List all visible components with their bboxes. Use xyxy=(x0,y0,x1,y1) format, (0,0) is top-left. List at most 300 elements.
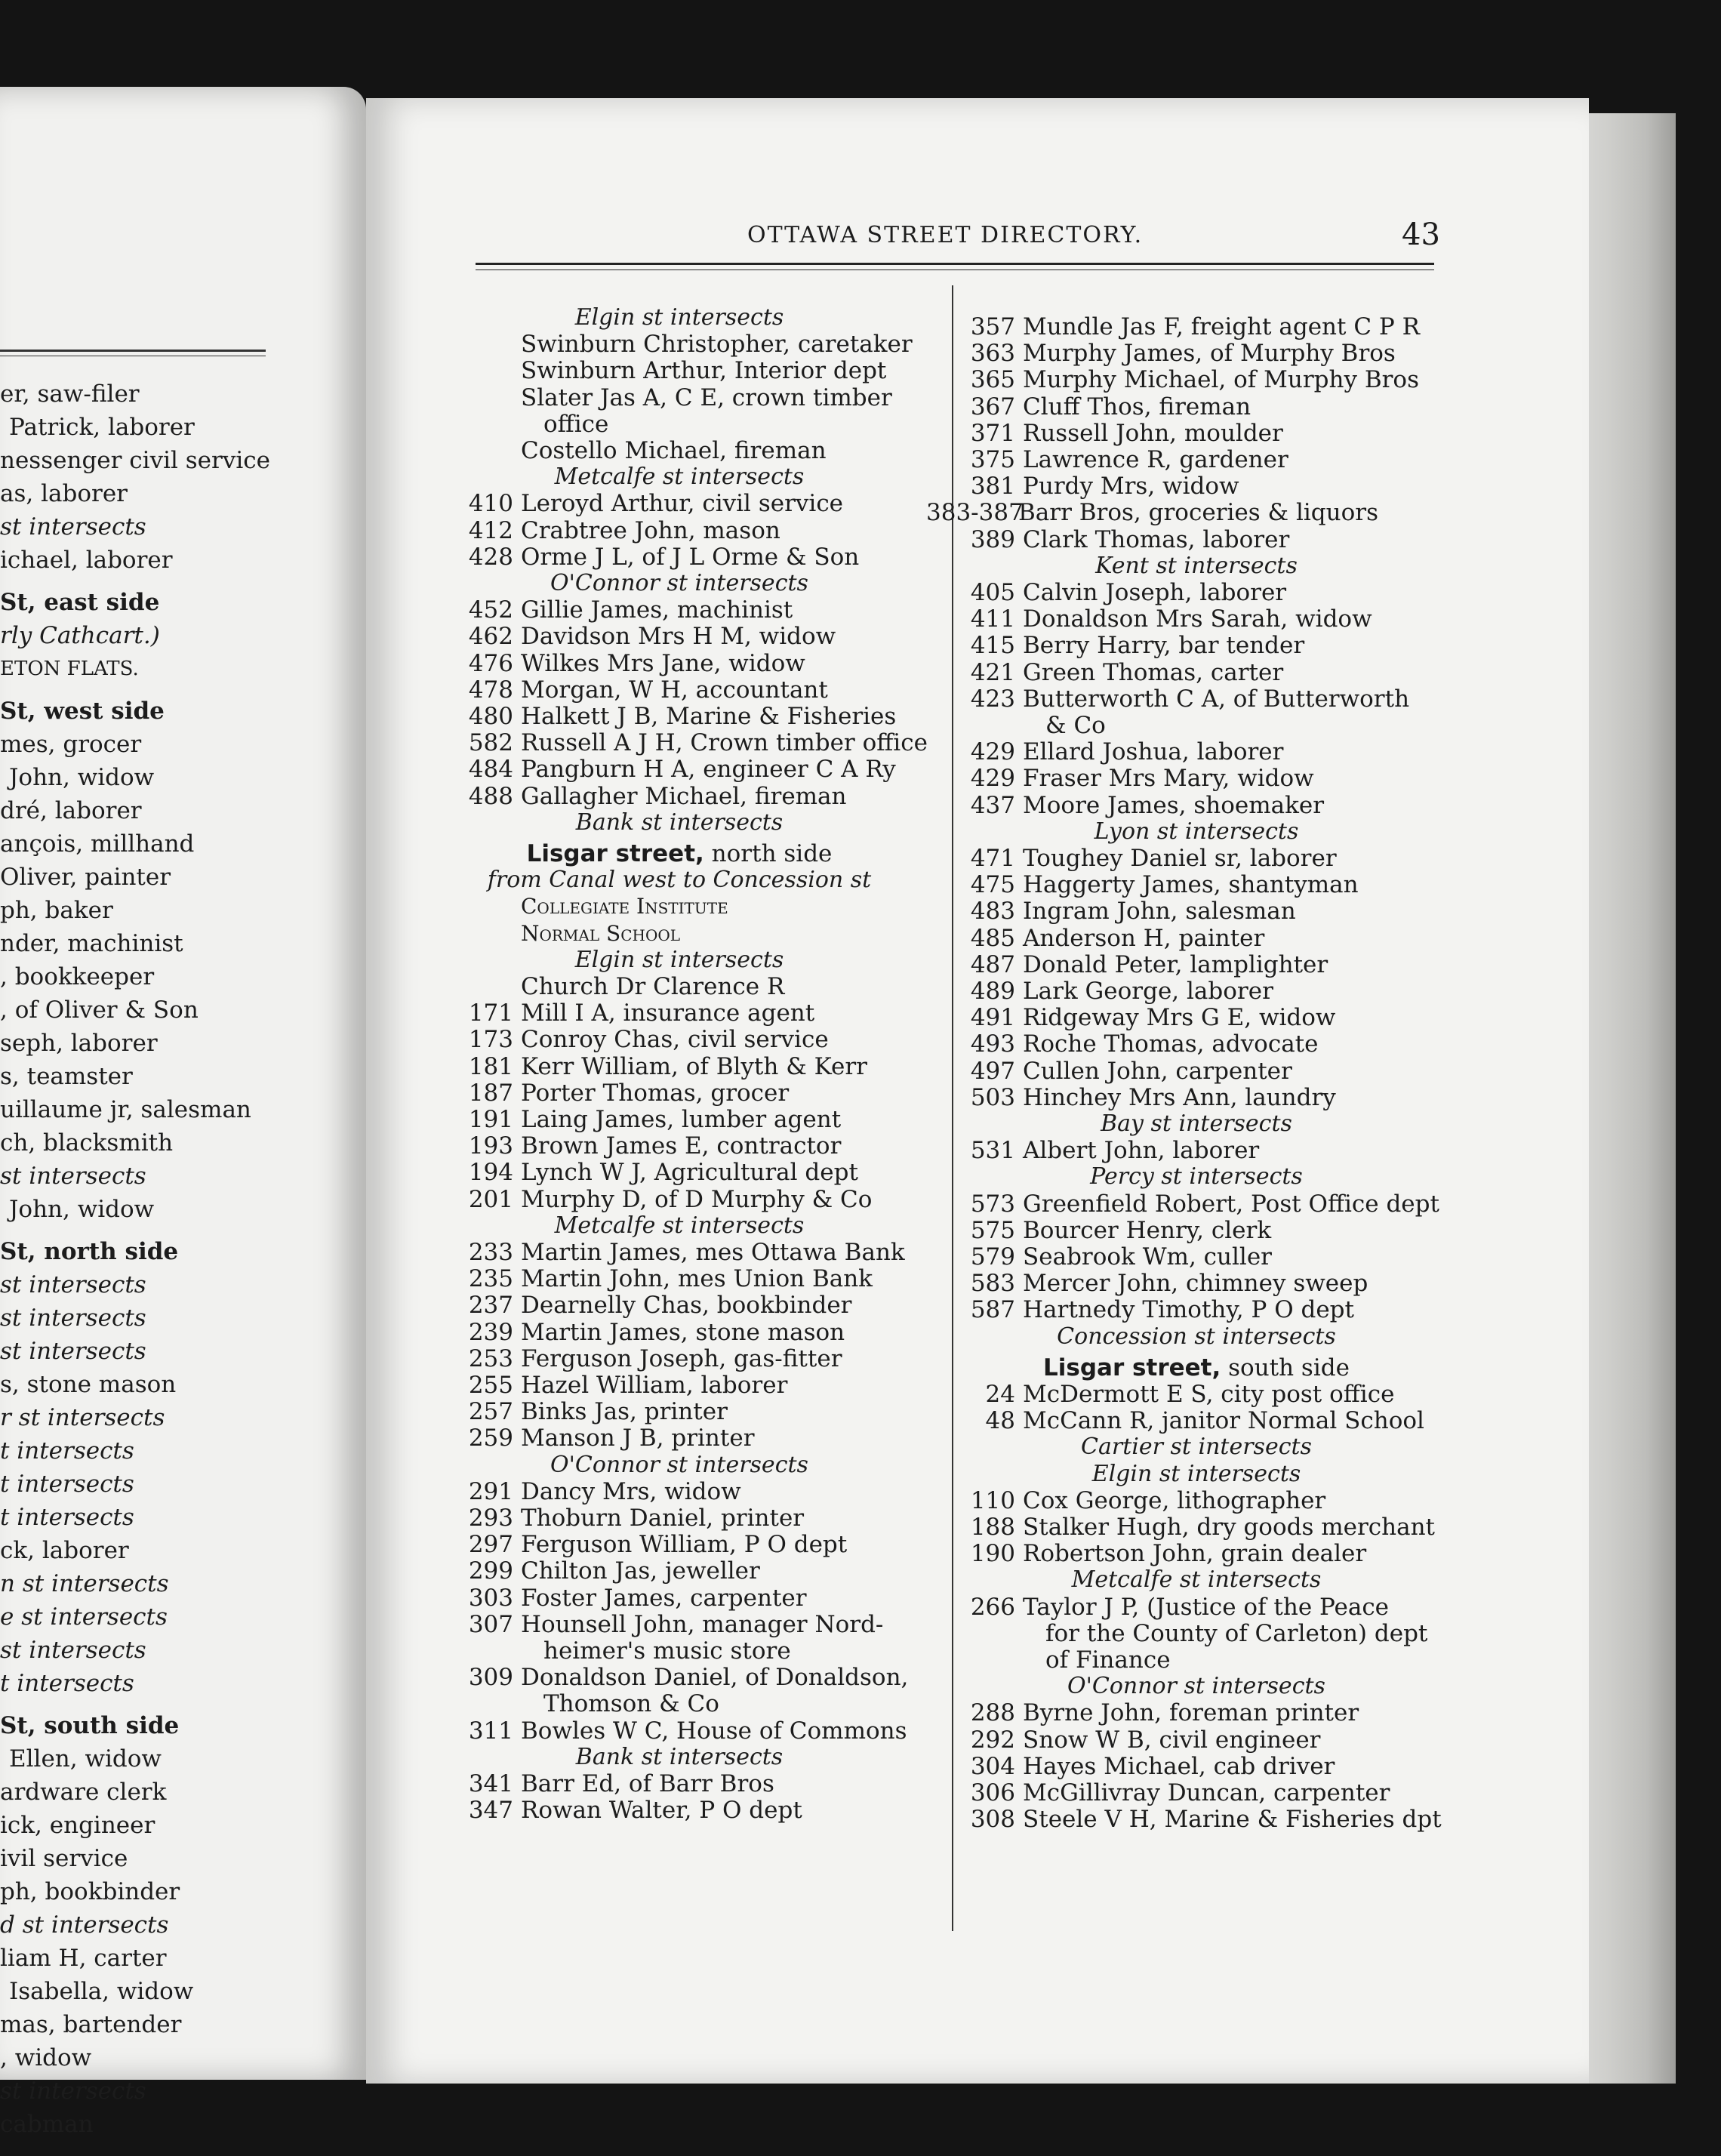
directory-entry xyxy=(962,1754,1335,1779)
house-number: 257 xyxy=(468,1398,513,1426)
cross-street-heading: Percy st intersects xyxy=(1090,1163,1303,1190)
directory-entry xyxy=(962,1085,1336,1110)
resident-name: Snow W B, civil engineer xyxy=(1023,1726,1321,1754)
resident-name: Steele V H, Marine & Fisheries dpt xyxy=(1023,1806,1442,1834)
left-page-line: ivil service xyxy=(0,1845,128,1872)
resident-name: Rowan Walter, P O dept xyxy=(521,1797,802,1825)
left-page-line: ck, laborer xyxy=(0,1537,129,1564)
resident-name: Donaldson Mrs Sarah, widow xyxy=(1023,605,1372,633)
resident-name: Binks Jas, printer xyxy=(521,1398,728,1426)
directory-entry xyxy=(460,1612,883,1637)
left-page-line: , of Oliver & Son xyxy=(0,996,199,1024)
left-page-line: Isabella, widow xyxy=(9,1978,194,2005)
directory-entry xyxy=(962,394,1251,420)
house-number: 235 xyxy=(468,1265,513,1293)
resident-name: Berry Harry, bar tender xyxy=(1023,632,1305,660)
house-number: 429 xyxy=(970,765,1015,793)
house-number: 173 xyxy=(468,1026,513,1054)
left-page-line: as, laborer xyxy=(0,480,128,507)
house-number: 476 xyxy=(468,649,513,677)
house-number: 304 xyxy=(970,1752,1015,1780)
resident-name: Bowles W C, House of Commons xyxy=(521,1717,907,1745)
resident-name: Barr Bros, groceries & liquors xyxy=(1018,499,1378,527)
directory-entry xyxy=(962,527,1289,553)
directory-entry xyxy=(962,845,1337,871)
directory-entry xyxy=(962,660,1283,685)
house-number: 412 xyxy=(468,516,513,544)
directory-entry xyxy=(962,1700,1359,1726)
page-edges xyxy=(1578,113,1676,2084)
resident-name: Manson J B, printer xyxy=(521,1424,755,1452)
house-number: 491 xyxy=(970,1004,1015,1032)
resident-name: Calvin Joseph, laborer xyxy=(1023,579,1287,606)
resident-name: Mundle Jas F, freight agent C P R xyxy=(1023,313,1420,340)
resident-name: Donaldson Daniel, of Donaldson, xyxy=(521,1664,909,1692)
house-number: 308 xyxy=(970,1806,1015,1834)
house-number: 309 xyxy=(468,1664,513,1692)
house-number: 255 xyxy=(468,1372,513,1399)
entry-continuation: of Finance xyxy=(1045,1646,1171,1674)
entry-continuation: for the County of Carleton) dept xyxy=(1045,1619,1428,1647)
directory-entry xyxy=(460,1718,907,1744)
directory-entry xyxy=(460,974,784,999)
directory-entry xyxy=(962,1514,1435,1540)
left-page-line: r st intersects xyxy=(0,1404,165,1431)
directory-entry xyxy=(962,1218,1271,1243)
resident-name: Thoburn Daniel, printer xyxy=(521,1505,805,1532)
house-number: 405 xyxy=(970,579,1015,606)
left-page-line: , widow xyxy=(0,2044,92,2071)
street-heading xyxy=(962,1355,1430,1381)
house-number: 171 xyxy=(468,999,513,1027)
directory-entry xyxy=(460,331,913,357)
directory-entry xyxy=(962,1780,1390,1806)
resident-name: Martin James, mes Ottawa Bank xyxy=(521,1239,905,1266)
directory-entry xyxy=(460,1107,841,1132)
resident-name: Martin James, stone mason xyxy=(521,1318,845,1346)
street-name: Lisgar street, xyxy=(1043,1354,1221,1381)
resident-name: Gallagher Michael, fireman xyxy=(521,782,847,810)
directory-entry xyxy=(460,1479,741,1505)
left-page-line: cabman xyxy=(0,2111,94,2138)
page-title: OTTAWA STREET DIRECTORY. xyxy=(747,222,1144,248)
house-number: 487 xyxy=(970,950,1015,978)
left-page-line: ichael, laborer xyxy=(0,547,173,574)
house-number: 341 xyxy=(468,1770,513,1797)
house-number: 239 xyxy=(468,1318,513,1346)
cross-street-heading: O'Connor st intersects xyxy=(1067,1673,1325,1700)
resident-name: Martin John, mes Union Bank xyxy=(521,1265,873,1293)
cross-street-heading: from Canal west to Concession st xyxy=(487,867,872,894)
house-number: 531 xyxy=(970,1137,1015,1165)
resident-name: Butterworth C A, of Butterworth xyxy=(1023,685,1410,713)
directory-entry xyxy=(460,1797,802,1823)
directory-entry xyxy=(460,1000,814,1026)
directory-entry xyxy=(962,952,1328,978)
resident-name: McDermott E S, city post office xyxy=(1023,1381,1395,1408)
directory-entry xyxy=(460,1240,905,1265)
resident-name: Hounsell John, manager Nord- xyxy=(521,1610,884,1638)
directory-entry xyxy=(962,978,1273,1004)
left-page-line: e st intersects xyxy=(0,1603,168,1631)
directory-entry xyxy=(460,491,843,516)
directory-entry xyxy=(962,606,1372,632)
house-number: 190 xyxy=(970,1540,1015,1568)
cross-street-heading: Concession st intersects xyxy=(1057,1323,1336,1350)
resident-name: Roche Thomas, advocate xyxy=(1023,1030,1319,1058)
resident-name: Murphy James, of Murphy Bros xyxy=(1023,340,1396,368)
house-number: 478 xyxy=(468,676,513,704)
directory-entry xyxy=(962,1408,1424,1434)
institution-entry: Normal School xyxy=(521,920,681,946)
resident-name: Murphy D, of D Murphy & Co xyxy=(521,1185,873,1213)
house-number: 462 xyxy=(468,623,513,651)
directory-entry xyxy=(460,704,896,729)
house-number: 194 xyxy=(468,1159,513,1187)
resident-name: Barr Ed, of Barr Bros xyxy=(521,1770,774,1797)
house-number: 237 xyxy=(468,1292,513,1320)
resident-name: Lawrence R, gardener xyxy=(1023,446,1288,473)
cross-street-heading: O'Connor st intersects xyxy=(550,570,808,596)
house-number: 383-387 xyxy=(926,499,1024,527)
resident-name: Dancy Mrs, widow xyxy=(521,1477,741,1505)
resident-name: Ferguson Joseph, gas-fitter xyxy=(521,1344,842,1372)
left-page-line: , bookkeeper xyxy=(0,963,155,990)
directory-entry xyxy=(460,677,828,703)
cross-street-heading: Metcalfe st intersects xyxy=(1071,1566,1322,1594)
resident-name: Brown James E, contractor xyxy=(521,1132,842,1160)
directory-entry xyxy=(962,580,1286,605)
resident-name: Laing James, lumber agent xyxy=(521,1106,842,1133)
directory-entry xyxy=(962,1270,1368,1296)
resident-name: Moore James, shoemaker xyxy=(1023,791,1325,819)
house-number: 483 xyxy=(970,898,1015,926)
resident-name: Mill I A, insurance agent xyxy=(521,999,815,1027)
directory-entry xyxy=(460,1133,841,1159)
cross-street-heading: Metcalfe st intersects xyxy=(554,1212,805,1239)
left-page-line: st intersects xyxy=(0,1338,146,1365)
directory-entry xyxy=(460,730,928,756)
directory-entry xyxy=(460,518,780,544)
directory-entry xyxy=(962,765,1314,791)
resident-name: Taylor J P, (Justice of the Peace xyxy=(1023,1593,1390,1621)
house-number: 311 xyxy=(468,1717,513,1745)
street-side: south side xyxy=(1221,1354,1350,1381)
directory-entry xyxy=(962,314,1420,340)
directory-entry xyxy=(962,1138,1259,1163)
left-page-line: er, saw-filer xyxy=(0,380,140,408)
house-number: 575 xyxy=(970,1216,1015,1244)
house-number: 299 xyxy=(468,1557,513,1585)
resident-name: McCann R, janitor Normal School xyxy=(1023,1407,1424,1435)
house-number: 307 xyxy=(468,1610,513,1638)
resident-name: Orme J L, of J L Orme & Son xyxy=(521,543,860,571)
house-number: 347 xyxy=(468,1797,513,1825)
house-number: 485 xyxy=(970,924,1015,952)
directory-entry xyxy=(926,499,1378,527)
house-number: 367 xyxy=(970,393,1015,420)
directory-entry xyxy=(962,447,1288,473)
house-number: 110 xyxy=(970,1486,1015,1514)
resident-name: Pangburn H A, engineer C A Ry xyxy=(521,756,896,784)
left-page-line: t intersects xyxy=(0,1437,134,1465)
house-number: 480 xyxy=(468,703,513,730)
column-divider xyxy=(952,285,953,1931)
left-page-line: ph, baker xyxy=(0,897,113,924)
house-number: 437 xyxy=(970,791,1015,819)
directory-entry xyxy=(962,1541,1366,1566)
resident-name: Hayes Michael, cab driver xyxy=(1023,1752,1335,1780)
house-number: 503 xyxy=(970,1083,1015,1111)
left-page-line: ch, blacksmith xyxy=(0,1129,174,1157)
left-page-line: mas, bartender xyxy=(0,2011,182,2038)
house-number: 193 xyxy=(468,1132,513,1160)
resident-name: Swinburn Christopher, caretaker xyxy=(521,331,913,359)
resident-name: Albert John, laborer xyxy=(1023,1137,1260,1165)
house-number: 488 xyxy=(468,782,513,810)
directory-entry xyxy=(460,385,892,411)
house-number: 253 xyxy=(468,1344,513,1372)
left-page-line: nessenger civil service xyxy=(0,447,270,474)
resident-name: Byrne John, foreman printer xyxy=(1023,1699,1359,1727)
directory-entry xyxy=(460,1320,845,1345)
resident-name: Cullen John, carpenter xyxy=(1023,1057,1292,1085)
house-number: 411 xyxy=(970,605,1015,633)
directory-entry xyxy=(962,1191,1439,1217)
resident-name: Ferguson William, P O dept xyxy=(521,1531,848,1559)
directory-entry xyxy=(460,1399,728,1424)
cross-street-heading: Cartier st intersects xyxy=(1081,1434,1312,1461)
left-page-line: St, east side xyxy=(0,589,160,616)
house-number: 191 xyxy=(468,1106,513,1133)
left-page-line: st intersects xyxy=(0,2077,146,2105)
resident-name: Seabrook Wm, culler xyxy=(1023,1243,1272,1270)
directory-entry xyxy=(962,1488,1325,1514)
street-name: Lisgar street, xyxy=(526,840,704,867)
directory-entry xyxy=(460,651,805,676)
left-page-line: liam H, carter xyxy=(0,1945,167,1972)
resident-name: Donald Peter, lamplighter xyxy=(1023,950,1328,978)
left-page-line: t intersects xyxy=(0,1670,134,1697)
resident-name: Green Thomas, carter xyxy=(1023,658,1284,686)
resident-name: Ellard Joshua, laborer xyxy=(1023,738,1284,766)
left-page-line: t intersects xyxy=(0,1471,134,1498)
resident-name: Dearnelly Chas, bookbinder xyxy=(521,1292,852,1320)
cross-street-heading: Lyon st intersects xyxy=(1094,818,1299,845)
resident-name: Gillie James, machinist xyxy=(521,596,793,624)
house-number: 188 xyxy=(970,1514,1015,1541)
resident-name: Kerr William, of Blyth & Kerr xyxy=(521,1052,867,1080)
directory-entry xyxy=(962,367,1419,393)
house-number: 583 xyxy=(970,1270,1015,1298)
house-number: 187 xyxy=(468,1079,513,1107)
house-number: 484 xyxy=(468,756,513,784)
resident-name: Clark Thomas, laborer xyxy=(1023,525,1290,553)
house-number: 582 xyxy=(468,729,513,757)
cross-street-heading: Elgin st intersects xyxy=(574,946,784,973)
resident-name: Russell A J H, Crown timber office xyxy=(521,729,928,757)
house-number: 297 xyxy=(468,1531,513,1559)
left-page-line: Ellen, widow xyxy=(9,1745,162,1773)
resident-name: Lark George, laborer xyxy=(1023,978,1273,1005)
directory-entry xyxy=(962,1005,1335,1030)
resident-name: Cox George, lithographer xyxy=(1023,1486,1326,1514)
entry-continuation: Thomson & Co xyxy=(543,1690,719,1718)
directory-entry xyxy=(460,1665,908,1690)
house-number: 493 xyxy=(970,1030,1015,1058)
house-number: 303 xyxy=(468,1584,513,1612)
left-page-line: st intersects xyxy=(0,1163,146,1190)
resident-name: Anderson H, painter xyxy=(1023,924,1265,952)
directory-entry xyxy=(460,1425,755,1451)
house-number: 292 xyxy=(970,1726,1015,1754)
directory-entry xyxy=(962,872,1359,898)
page-number: 43 xyxy=(1402,217,1440,252)
left-page-line: St, north side xyxy=(0,1238,179,1265)
directory-entry xyxy=(962,1297,1354,1323)
resident-name: Morgan, W H, accountant xyxy=(521,676,828,704)
directory-entry xyxy=(460,1292,851,1318)
house-number: 291 xyxy=(468,1477,513,1505)
directory-entry xyxy=(460,756,896,782)
house-number: 363 xyxy=(970,340,1015,368)
resident-name: Robertson John, grain dealer xyxy=(1023,1540,1367,1568)
resident-name: Hartnedy Timothy, P O dept xyxy=(1023,1296,1354,1324)
left-page-line: st intersects xyxy=(0,1304,146,1332)
house-number: 48 xyxy=(985,1407,1015,1435)
house-number: 365 xyxy=(970,366,1015,394)
house-number: 452 xyxy=(468,596,513,624)
resident-name: Costello Michael, fireman xyxy=(521,437,827,464)
directory-entry xyxy=(962,793,1324,818)
resident-name: Toughey Daniel sr, laborer xyxy=(1023,845,1337,872)
house-number: 415 xyxy=(970,632,1015,660)
resident-name: Conroy Chas, civil service xyxy=(521,1026,829,1054)
directory-entry xyxy=(962,1727,1320,1753)
directory-entry xyxy=(962,340,1396,366)
directory-entry xyxy=(962,420,1283,446)
left-page-line: St, south side xyxy=(0,1712,180,1739)
directory-entry xyxy=(460,1080,789,1106)
directory-entry xyxy=(460,438,827,464)
left-page-line: Patrick, laborer xyxy=(9,414,195,441)
resident-name: Swinburn Arthur, Interior dept xyxy=(521,357,887,385)
house-number: 587 xyxy=(970,1296,1015,1324)
directory-entry xyxy=(460,784,847,809)
house-number: 423 xyxy=(970,685,1015,713)
resident-name: Davidson Mrs H M, widow xyxy=(521,623,836,651)
house-number: 475 xyxy=(970,871,1015,899)
resident-name: Greenfield Robert, Post Office dept xyxy=(1023,1190,1439,1218)
house-number: 573 xyxy=(970,1190,1015,1218)
left-page-line: mes, grocer xyxy=(0,731,142,758)
cross-street-heading: Elgin st intersects xyxy=(1091,1460,1301,1487)
resident-name: Porter Thomas, grocer xyxy=(521,1079,790,1107)
house-number: 428 xyxy=(468,543,513,571)
house-number: 181 xyxy=(468,1052,513,1080)
directory-entry xyxy=(962,633,1304,658)
street-side: north side xyxy=(703,840,833,867)
cross-street-heading: Bay st intersects xyxy=(1101,1110,1292,1137)
resident-name: Ingram John, salesman xyxy=(1023,898,1296,926)
left-page-line: John, widow xyxy=(9,764,155,791)
directory-entry xyxy=(962,1806,1442,1832)
left-page-line: uillaume jr, salesman xyxy=(0,1096,251,1123)
cross-street-heading: Elgin st intersects xyxy=(574,304,784,331)
house-number: 375 xyxy=(970,446,1015,473)
resident-name: Bourcer Henry, clerk xyxy=(1023,1216,1272,1244)
resident-name: Chilton Jas, jeweller xyxy=(521,1557,760,1585)
left-page-line: ETON FLATS. xyxy=(0,658,139,680)
resident-name: Hazel William, laborer xyxy=(521,1372,788,1399)
resident-name: Mercer John, chimney sweep xyxy=(1023,1270,1368,1298)
left-page-line: ançois, millhand xyxy=(0,830,195,858)
directory-entry xyxy=(460,1771,774,1797)
house-number: 233 xyxy=(468,1239,513,1266)
left-page-line: rly Cathcart.) xyxy=(0,622,160,649)
left-page-line: st intersects xyxy=(0,513,146,541)
house-number: 410 xyxy=(468,490,513,518)
house-number: 306 xyxy=(970,1779,1015,1806)
cross-street-heading: Bank st intersects xyxy=(575,1743,784,1770)
resident-name: McGillivray Duncan, carpenter xyxy=(1023,1779,1390,1806)
directory-entry xyxy=(460,624,836,649)
house-number: 497 xyxy=(970,1057,1015,1085)
resident-name: Hinchey Mrs Ann, laundry xyxy=(1023,1083,1336,1111)
header-rule xyxy=(476,263,1434,265)
left-page-line: st intersects xyxy=(0,1637,146,1664)
left-page-line: ardware clerk xyxy=(0,1779,167,1806)
directory-entry xyxy=(460,1266,873,1292)
left-header-rule xyxy=(0,350,266,352)
directory-entry xyxy=(460,358,886,383)
resident-name: Church Dr Clarence R xyxy=(521,973,785,1000)
directory-entry xyxy=(460,544,859,570)
cross-street-heading: O'Connor st intersects xyxy=(550,1451,808,1478)
left-page-line: s, stone mason xyxy=(0,1371,177,1398)
directory-entry xyxy=(962,686,1409,712)
resident-name: Halkett J B, Marine & Fisheries xyxy=(521,703,897,730)
directory-entry xyxy=(962,1058,1292,1084)
entry-continuation: heimer's music store xyxy=(543,1637,791,1665)
resident-name: Russell John, moulder xyxy=(1023,419,1283,447)
directory-entry xyxy=(460,1532,847,1557)
left-page-line: ph, bookbinder xyxy=(0,1878,180,1905)
directory-entry xyxy=(962,926,1264,951)
resident-name: Ridgeway Mrs G E, widow xyxy=(1023,1004,1336,1032)
resident-name: Leroyd Arthur, civil service xyxy=(521,490,844,518)
resident-name: Murphy Michael, of Murphy Bros xyxy=(1023,366,1420,394)
house-number: 579 xyxy=(970,1243,1015,1270)
directory-entry xyxy=(460,1585,807,1611)
cross-street-heading: Metcalfe st intersects xyxy=(554,464,805,491)
house-number: 371 xyxy=(970,419,1015,447)
house-number: 489 xyxy=(970,978,1015,1005)
directory-entry xyxy=(962,898,1296,924)
directory-entry xyxy=(962,1031,1318,1057)
resident-name: Foster James, carpenter xyxy=(521,1584,807,1612)
left-page-line: St, west side xyxy=(0,698,165,725)
entry-continuation: office xyxy=(543,410,609,438)
resident-name: Purdy Mrs, widow xyxy=(1023,473,1239,500)
house-number: 259 xyxy=(468,1424,513,1452)
directory-entry xyxy=(460,1505,804,1531)
directory-entry xyxy=(460,1027,829,1052)
house-number: 429 xyxy=(970,738,1015,766)
resident-name: Stalker Hugh, dry goods merchant xyxy=(1023,1514,1436,1541)
cross-street-heading: Kent st intersects xyxy=(1095,552,1298,579)
directory-entry xyxy=(962,1381,1394,1407)
